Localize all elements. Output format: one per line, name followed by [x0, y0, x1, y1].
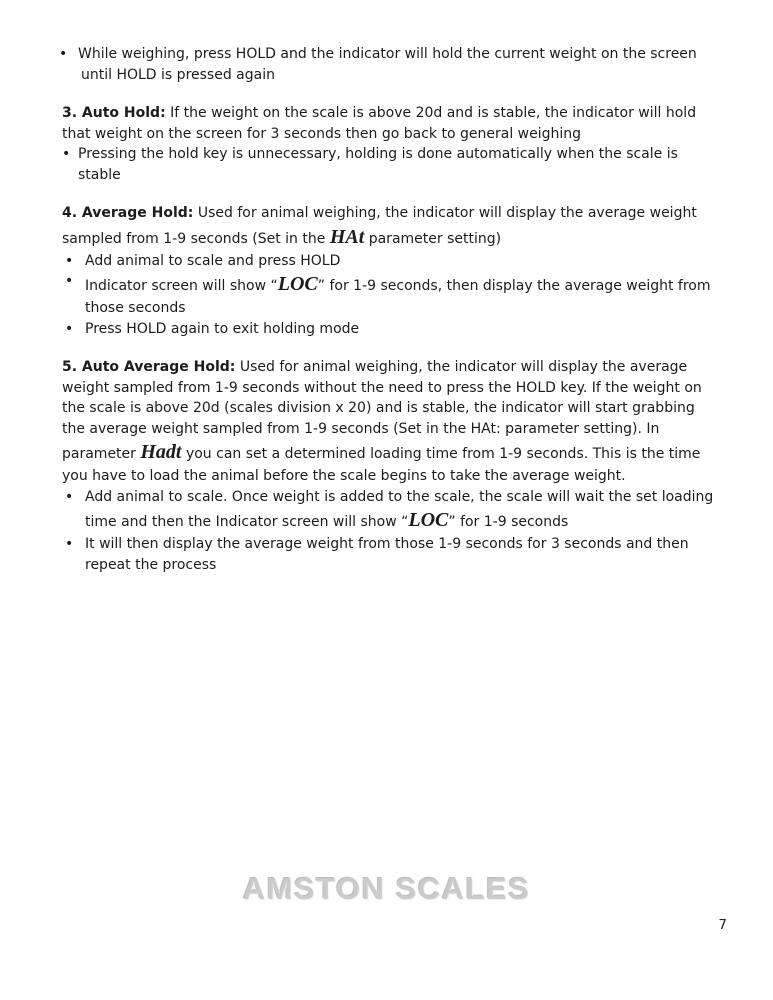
bullet-text: ” for 1-9 seconds, then display the average weight from those seconds [85, 278, 711, 316]
bullet-text: While weighing, press HOLD and the indicator will hold the current weight on the screen until HOLD is pressed again [78, 46, 697, 83]
section-bullet-list [62, 251, 714, 340]
section-paragraph [62, 103, 714, 144]
parameter-name: Hadt [140, 441, 182, 463]
section-paragraph [62, 203, 714, 251]
section-body: If the weight on the scale is above 20d and is stable, the indicator will hold that weight on the screen for 3 seconds then go back to general weighing [62, 105, 697, 142]
section-body: you can set a determined loading time from 1-9 seconds. This is the time you have to load the animal before the scale begins to take the average weight. [62, 446, 701, 484]
section-auto-hold [62, 103, 714, 185]
section-paragraph [62, 357, 714, 487]
bullet-text: Indicator screen will show “ [85, 278, 278, 294]
list-item [62, 534, 714, 575]
bullet-text: Add animal to scale and press HOLD [85, 252, 341, 269]
section-body: parameter setting) [364, 230, 502, 247]
section-average-hold [62, 203, 714, 339]
bullet-text: Pressing the hold key is unnecessary, holding is done automatically when the scale is stable [78, 146, 678, 183]
section-body: Used for animal weighing, the indicator will display the average weight sampled from 1-9 seconds without the need to press the HOLD key. If the weight on the scale is above 20d (scales division x 20) and is stable, the indicator will start grabbing the average weight sampled from 1-9 seconds (Set in the HAt: parameter setting). In parameter [62, 359, 702, 462]
parameter-name: HAt [329, 225, 365, 248]
list-item [62, 251, 714, 272]
page-content [62, 44, 714, 593]
section-bullet-list [62, 487, 714, 576]
list-item [62, 319, 714, 340]
parameter-name: LOC [408, 509, 449, 531]
section-title: 4. Average Hold: [62, 205, 194, 221]
section-body: Used for animal weighing, the indicator will display the average weight sampled from 1-9 seconds (Set in the [62, 205, 697, 247]
page-number: 7 [718, 917, 727, 933]
section-auto-average-hold [62, 357, 714, 575]
brand-watermark: AMSTON SCALES [242, 871, 531, 906]
list-item [62, 44, 714, 85]
parameter-name: LOC [277, 273, 318, 295]
bullet-text: ” for 1-9 seconds [448, 514, 569, 530]
bullet-text: Add animal to scale. Once weight is added to the scale, the scale will wait the set loading time and then the Indicator screen will show “ [85, 488, 714, 530]
intro-section [62, 44, 714, 85]
bullet-text: Press HOLD again to exit holding mode [85, 320, 360, 337]
bullet-text: It will then display the average weight from those 1-9 seconds for 3 seconds and then repeat the process [85, 536, 689, 573]
section-title: 3. Auto Hold: [62, 105, 166, 121]
intro-bullet-list [62, 44, 714, 85]
list-item [62, 144, 714, 185]
list-item [62, 487, 714, 535]
section-bullet-list [62, 144, 714, 185]
section-title: 5. Auto Average Hold: [62, 359, 236, 375]
list-item [62, 271, 714, 319]
